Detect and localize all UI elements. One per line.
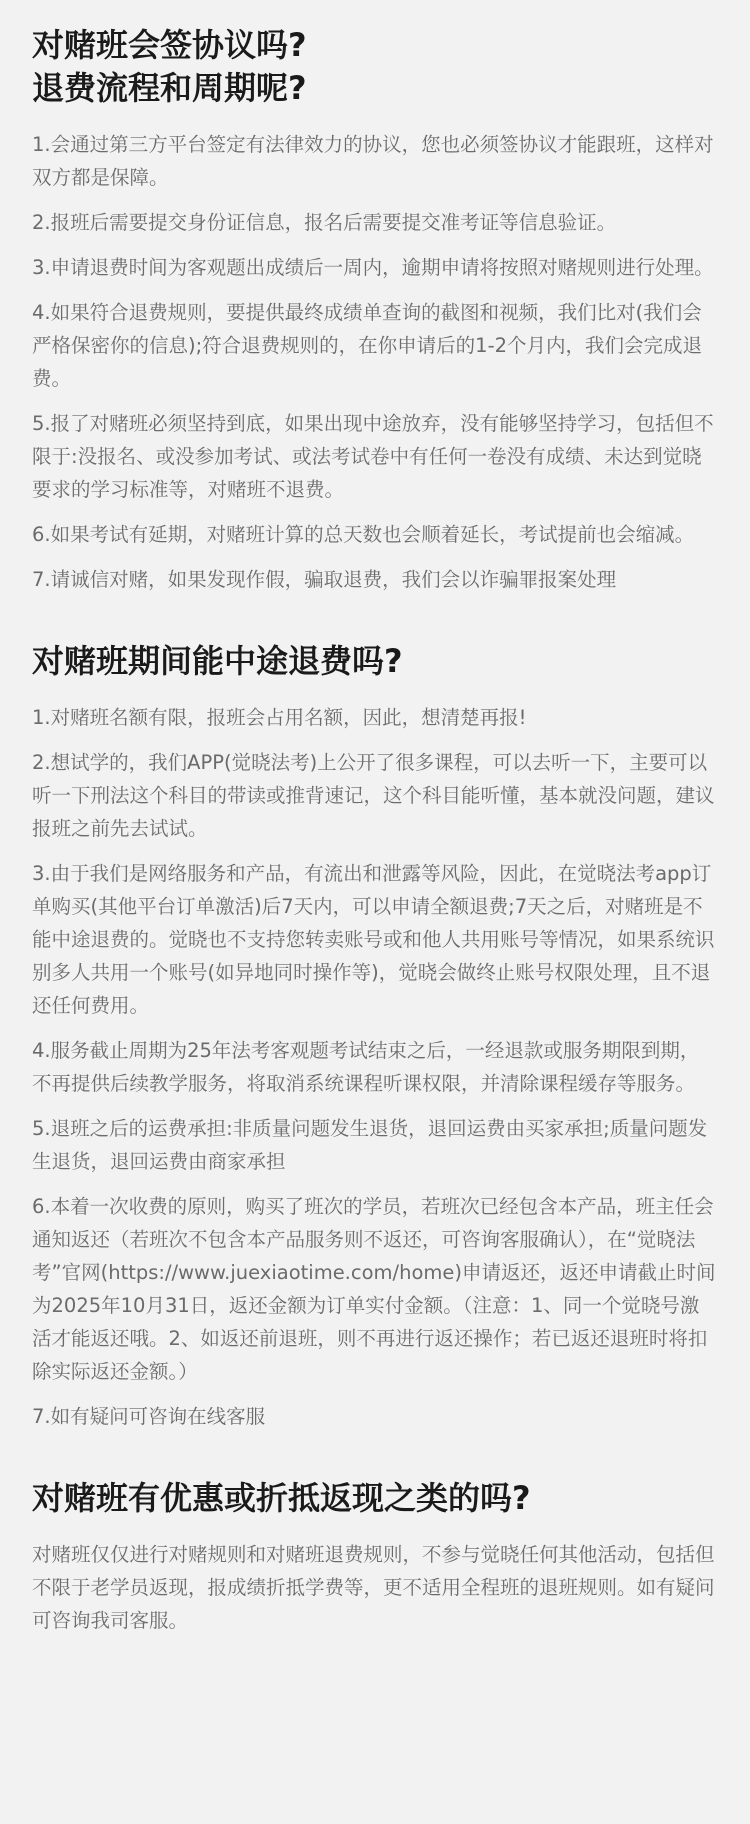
paragraph: 2.报班后需要提交身份证信息，报名后需要提交准考证等信息验证。 bbox=[32, 211, 617, 234]
paragraph: 4.如果符合退费规则，要提供最终成绩单查询的截图和视频，我们比对(我们会严格保密你的信息);符合退费规则的，在你申请后的1-2个月内，我们会完成退费。 bbox=[32, 301, 703, 390]
paragraph-list bbox=[32, 1538, 718, 1637]
section-title-line: 对赌班期间能中途退费吗? bbox=[32, 642, 403, 680]
paragraph: 5.退班之后的运费承担:非质量问题发生退货，退回运费由买家承担;质量问题发生退货，退回运费由商家承担 bbox=[32, 1117, 708, 1173]
paragraph: 6.本着一次收费的原则，购买了班次的学员，若班次已经包含本产品，班主任会通知返还（若班次不包含本产品服务则不返还，可咨询客服确认），在“觉晓法考”官网(https://www.juexiaotime.com/home)申请返还，返还申请截止时间为2025年10月31日，返还金额为订单实付金额。（注意：1、同一个觉晓号激活才能返还哦。2、如返还前退班，则不再进行返还操作；若已返还退班时将扣除实际返还金额。） bbox=[32, 1195, 716, 1383]
section-title bbox=[32, 24, 718, 110]
paragraph: 1.对赌班名额有限，报班会占用名额，因此，想清楚再报! bbox=[32, 706, 527, 729]
section-discounts bbox=[32, 1477, 718, 1637]
paragraph: 4.服务截止周期为25年法考客观题考试结束之后，一经退款或服务期限到期，不再提供后续教学服务，将取消系统课程听课权限，并清除课程缓存等服务。 bbox=[32, 1039, 700, 1095]
paragraph: 6.如果考试有延期，对赌班计算的总天数也会顺着延长，考试提前也会缩减。 bbox=[32, 523, 695, 546]
paragraph: 2.想试学的，我们APP(觉晓法考)上公开了很多课程，可以去听一下，主要可以听一下刑法这个科目的带读或推背速记，这个科目能听懂，基本就没问题，建议报班之前先去试试。 bbox=[32, 751, 715, 840]
paragraph: 7.如有疑问可咨询在线客服 bbox=[32, 1405, 266, 1428]
section-contract-refund bbox=[32, 24, 718, 596]
paragraph: 5.报了对赌班必须坚持到底，如果出现中途放弃，没有能够坚持学习，包括但不限于:没报名、或没参加考试、或法考试卷中有任何一卷没有成绩、未达到觉晓要求的学习标准等，对赌班不退费。 bbox=[32, 412, 714, 501]
paragraph-list bbox=[32, 128, 718, 596]
section-title-line: 对赌班有优惠或折抵返现之类的吗? bbox=[32, 1479, 531, 1517]
paragraph: 对赌班仅仅进行对赌规则和对赌班退费规则，不参与觉晓任何其他活动，包括但不限于老学员返现，报成绩折抵学费等，更不适用全程班的退班规则。如有疑问可咨询我司客服。 bbox=[32, 1543, 715, 1632]
paragraph: 3.由于我们是网络服务和产品，有流出和泄露等风险，因此，在觉晓法考app订单购买(其他平台订单激活)后7天内，可以申请全额退费;7天之后，对赌班是不能中途退费的。觉晓也不支持您转卖账号或和他人共用账号等情况，如果系统识别多人共用一个账号(如异地同时操作等)，觉晓会做终止账号权限处理，且不退还任何费用。 bbox=[32, 862, 715, 1017]
section-title bbox=[32, 1477, 718, 1520]
section-title bbox=[32, 640, 718, 683]
paragraph: 7.请诚信对赌，如果发现作假，骗取退费，我们会以诈骗罪报案处理 bbox=[32, 568, 617, 591]
section-title-line: 退费流程和周期呢? bbox=[32, 69, 307, 107]
paragraph-list bbox=[32, 701, 718, 1433]
section-title-line: 对赌班会签协议吗? bbox=[32, 26, 307, 64]
paragraph: 3.申请退费时间为客观题出成绩后一周内，逾期申请将按照对赌规则进行处理。 bbox=[32, 256, 714, 279]
section-midway-refund bbox=[32, 640, 718, 1433]
paragraph: 1.会通过第三方平台签定有法律效力的协议，您也必须签协议才能跟班，这样对双方都是保障。 bbox=[32, 133, 714, 189]
